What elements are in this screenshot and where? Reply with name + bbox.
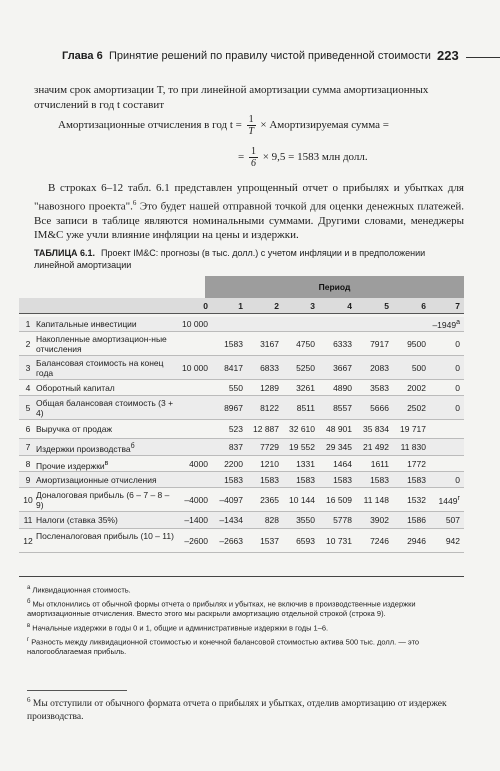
cell-value: 2502: [407, 403, 426, 413]
table-cell: [316, 339, 352, 349]
cell-value: 5778: [333, 515, 352, 525]
table-label: ТАБЛИЦА 6.1.: [34, 248, 96, 258]
cell-value: 3167: [260, 339, 279, 349]
table-note: [27, 584, 467, 595]
cell-value: 507: [445, 515, 460, 525]
table-cell: [172, 495, 208, 505]
cell-value: 19 717: [400, 424, 426, 434]
chapter-title: Принятие решений по правилу чистой приведенной стоимости: [109, 50, 431, 62]
table-cell: [390, 339, 426, 349]
row-number: 8: [25, 459, 31, 469]
year-header-cell: 5: [384, 301, 389, 311]
table-cell: [424, 319, 460, 330]
page-footnote: [27, 694, 467, 724]
cell-value: 6333: [333, 339, 352, 349]
cell-value: –1949: [432, 319, 457, 330]
row-number: 5: [25, 403, 31, 413]
table-note: [27, 598, 467, 619]
table-cell: [390, 383, 426, 393]
year-header-cell: 6: [421, 301, 426, 311]
table-cell: [316, 495, 352, 505]
table-cell: [207, 459, 243, 469]
table-cell: [279, 459, 315, 469]
row-number: 2: [25, 339, 31, 349]
cell-value: 11 830: [400, 442, 426, 452]
table-cell: [172, 363, 208, 373]
table-cell: [353, 424, 389, 434]
cell-value: 3902: [370, 515, 389, 525]
cell-value: 942: [445, 536, 460, 546]
paragraph-text-a: В строках 6–12 табл. 6.1 представлен упрощенный отчет о прибылях и убытках для "навозного проекта".: [34, 182, 464, 213]
table-cell: [353, 339, 389, 349]
table-cell: [390, 475, 426, 485]
header-rule: [466, 57, 500, 58]
cell-value: 1583: [224, 475, 243, 485]
period-header-label: Период: [318, 282, 351, 292]
row-number: 6: [25, 424, 31, 434]
cell-value: 2365: [260, 495, 279, 505]
cell-value: 7246: [370, 536, 389, 546]
cell-value: 1583: [260, 475, 279, 485]
cell-value: 1583: [296, 475, 315, 485]
footnote-rule: [27, 690, 127, 691]
table-cell: [243, 495, 279, 505]
table-cell: [353, 495, 389, 505]
row-label: [36, 334, 176, 354]
intro-line-2: отчислений в год t составит: [34, 98, 165, 111]
row-label: [36, 383, 176, 393]
table-cell: [172, 515, 208, 525]
chapter-label: Глава 6: [62, 50, 103, 62]
cell-value: 1532: [407, 495, 426, 505]
table-cell: [390, 424, 426, 434]
table-cell: [424, 515, 460, 525]
cell-value: 3583: [370, 383, 389, 393]
year-header-row: [19, 298, 464, 314]
row-label-text: Налоги (ставка 35%): [36, 515, 118, 525]
row-label-text: Накопленные амортизацион-ные отчисления: [36, 334, 167, 354]
cell-value: 1586: [407, 515, 426, 525]
row-label-text: Прочие издержки: [36, 460, 105, 471]
table-cell: [353, 403, 389, 413]
cell-value: 4000: [189, 459, 208, 469]
cell-value: 523: [228, 424, 243, 434]
year-header-cell: 4: [347, 301, 352, 311]
cell-value: 8122: [260, 403, 279, 413]
cell-value: 32 610: [289, 424, 315, 434]
year-header-cell: 0: [203, 301, 208, 311]
table-cell: [207, 495, 243, 505]
cell-value: 7917: [370, 339, 389, 349]
cell-value: 10 731: [326, 536, 352, 546]
period-header: [205, 276, 464, 298]
page-header: [62, 47, 500, 67]
cell-value: 10 000: [182, 363, 208, 373]
row-number: 1: [25, 319, 31, 329]
footnote-ref-6: 6: [132, 198, 137, 207]
table-cell: [390, 363, 426, 373]
cell-value: 6833: [260, 363, 279, 373]
table-cell: [243, 424, 279, 434]
table-cell: [424, 339, 460, 349]
table-row: [19, 456, 464, 472]
table-cell: [243, 442, 279, 452]
cell-value: 1583: [370, 475, 389, 485]
year-header-cell: 3: [310, 301, 315, 311]
cell-value: 8511: [296, 403, 315, 413]
cell-value: 1583: [333, 475, 352, 485]
cell-value: 2002: [407, 383, 426, 393]
table-cell: [243, 515, 279, 525]
cell-value: 10 144: [289, 495, 315, 505]
cell-value: 6593: [296, 536, 315, 546]
table-cell: [353, 515, 389, 525]
depreciation-formula-result: [238, 146, 368, 169]
cell-value: 8557: [333, 403, 352, 413]
cell-value: 7729: [260, 442, 279, 452]
cell-value: 1611: [370, 459, 389, 469]
cell-value: 0: [455, 339, 460, 349]
table-cell: [424, 536, 460, 546]
table-cell: [207, 383, 243, 393]
table-cell: [279, 515, 315, 525]
note-text: Разность между ликвидационной стоимостью и конечной балансовой стоимостью актива 500 тыс. долл. — это налогооблагаемая прибыль.: [27, 637, 420, 656]
table-cell: [279, 403, 315, 413]
table-cell: [424, 475, 460, 485]
table-cell: [243, 339, 279, 349]
fraction-1-numerator: 1: [248, 114, 254, 125]
note-text: Ликвидационная стоимость.: [30, 585, 131, 595]
cell-value: 2083: [370, 363, 389, 373]
cell-value: 8967: [224, 403, 243, 413]
table-cell: [279, 383, 315, 393]
table-row: [19, 356, 464, 380]
table-row: [19, 488, 464, 512]
year-header-cell: 2: [274, 301, 279, 311]
cell-value: 2200: [224, 459, 243, 469]
cell-value: 4750: [296, 339, 315, 349]
table-cell: [207, 475, 243, 485]
table-row: [19, 420, 464, 439]
table-cell: [390, 442, 426, 452]
cell-value: 11 148: [363, 495, 389, 505]
formula-eq: =: [238, 151, 245, 164]
paragraph-text-b: Это будет нашей отправной точкой для оценки денежных платежей. Все записи в таблице являются номинальными суммами. Другими словами, менеджеры IM&C уже учли влияние инфляции на цены и издержки.: [34, 200, 465, 242]
table-caption-text: Проект IM&C: прогнозы (в тыс. долл.) с учетом инфляции и в предположении линейной амортизации: [34, 248, 426, 270]
formula-lhs: Амортизационные отчисления в год t =: [58, 119, 242, 132]
table-cell: [243, 459, 279, 469]
table-cell: [424, 495, 460, 506]
row-label: [36, 398, 176, 418]
cell-value: 3667: [333, 363, 352, 373]
table-cell: [172, 536, 208, 546]
cell-value: –1434: [219, 515, 243, 525]
depreciation-formula: [58, 114, 389, 137]
table-caption: [34, 247, 464, 271]
row-label-note-mark: в: [104, 460, 109, 467]
table-note: [27, 636, 467, 657]
table-cell: [316, 403, 352, 413]
note-mark: б: [27, 599, 31, 605]
note-text: Начальные издержки в годы 0 и 1, общие и административные издержки в годы 1–6.: [30, 623, 329, 632]
row-label-text: Общая балансовая стоимость (3 + 4): [36, 398, 174, 418]
cell-note-mark: г: [457, 495, 460, 502]
footnote-text: Мы отступили от обычного формата отчета о прибылях и убытках, отделив амортизацию от издержек производства.: [27, 699, 447, 723]
row-number: 11: [23, 515, 33, 525]
table-cell: [243, 363, 279, 373]
intro-paragraph: [34, 83, 464, 112]
cell-value: 0: [455, 363, 460, 373]
cell-value: 1583: [224, 339, 243, 349]
row-label: [36, 424, 176, 434]
cell-value: 0: [455, 475, 460, 485]
table-cell: [279, 363, 315, 373]
table-cell: [279, 495, 315, 505]
table-cell: [316, 383, 352, 393]
cell-value: 1583: [407, 475, 426, 485]
table-cell: [279, 536, 315, 546]
table-row: [19, 439, 464, 456]
table-cell: [207, 442, 243, 452]
table-cell: [316, 363, 352, 373]
cell-value: 10 000: [182, 319, 208, 329]
table-cell: [279, 475, 315, 485]
cell-value: 1464: [333, 459, 352, 469]
cell-value: 3261: [296, 383, 315, 393]
cell-value: 1772: [407, 459, 426, 469]
fraction-1-denominator: T: [248, 126, 254, 137]
table-cell: [424, 363, 460, 373]
cell-value: 837: [228, 442, 243, 452]
cell-value: 1289: [260, 383, 279, 393]
table-row: [19, 512, 464, 529]
row-number: 4: [25, 383, 31, 393]
row-number: 10: [23, 495, 33, 505]
row-label: [36, 531, 176, 541]
cell-value: –2663: [219, 536, 243, 546]
cell-value: 0: [455, 383, 460, 393]
cell-value: 12 887: [253, 424, 279, 434]
table-cell: [207, 403, 243, 413]
cell-value: 29 345: [326, 442, 352, 452]
cell-value: 1210: [260, 459, 279, 469]
cell-value: 0: [455, 403, 460, 413]
cell-value: 1331: [296, 459, 315, 469]
cell-value: 3550: [296, 515, 315, 525]
table-bottom-rule: [19, 576, 464, 577]
row-label: [36, 358, 176, 378]
note-mark: г: [27, 636, 30, 643]
table-cell: [353, 536, 389, 546]
cell-value: 4890: [333, 383, 352, 393]
table-cell: [279, 442, 315, 452]
row-label: [36, 490, 176, 510]
row-label: [36, 475, 176, 485]
table-cell: [243, 536, 279, 546]
row-label: [36, 319, 176, 329]
row-label-text: Оборотный капитал: [36, 383, 115, 393]
table-cell: [353, 363, 389, 373]
cell-value: 500: [411, 363, 426, 373]
row-label-text: Посленалоговая прибыль (10 – 11): [36, 531, 174, 541]
formula-rhs: × 9,5 = 1583 млн долл.: [262, 151, 368, 164]
table-cell: [207, 363, 243, 373]
row-label-text: Издержки производства: [36, 443, 131, 454]
table-row: [19, 380, 464, 396]
intro-line-1: значим срок амортизации T, то при линейной амортизации сумма амортизационных: [34, 84, 429, 96]
row-number: 7: [25, 442, 31, 452]
table-cell: [316, 475, 352, 485]
cell-value: 9500: [407, 339, 426, 349]
row-label-note-mark: б: [130, 443, 135, 450]
cell-value: 35 834: [363, 424, 389, 434]
table-cell: [243, 383, 279, 393]
row-label-text: Амортизационные отчисления: [36, 475, 157, 485]
table-cell: [353, 442, 389, 452]
note-text: Мы отклонились от обычной формы отчета о прибылях и убытках, не включив в производственные издержки амортизационные отчисления. Вместо этого мы раскрыли амортизацию отдельной строкой (строка 9).: [27, 599, 416, 618]
cell-value: 1537: [260, 536, 279, 546]
table-row: [19, 396, 464, 420]
forecast-table: [19, 276, 464, 577]
cell-value: 828: [264, 515, 279, 525]
cell-value: –4097: [219, 495, 243, 505]
row-label-text: Балансовая стоимость на конец года: [36, 358, 164, 378]
table-cell: [390, 403, 426, 413]
row-label-text: Выручка от продаж: [36, 424, 113, 434]
fraction-2-numerator: 1: [250, 146, 256, 157]
table-cell: [424, 383, 460, 393]
table-cell: [207, 339, 243, 349]
table-cell: [279, 339, 315, 349]
row-number: 9: [25, 475, 31, 485]
note-mark: а: [27, 585, 31, 591]
table-cell: [243, 403, 279, 413]
year-header-cell: 1: [238, 301, 243, 311]
row-number: 12: [23, 536, 33, 546]
table-cell: [207, 515, 243, 525]
row-label: [36, 515, 176, 525]
table-cell: [390, 495, 426, 505]
table-cell: [390, 515, 426, 525]
formula-mid: × Амортизируемая сумма =: [260, 119, 389, 132]
table-cell: [243, 475, 279, 485]
cell-value: 2946: [407, 536, 426, 546]
row-label: [36, 459, 176, 471]
table-cell: [390, 536, 426, 546]
formula-fraction-1: [247, 114, 256, 137]
cell-value: 5250: [296, 363, 315, 373]
body-paragraph: [34, 181, 464, 243]
table-cell: [172, 319, 208, 329]
formula-fraction-2: [249, 146, 258, 169]
cell-value: 1449: [438, 495, 458, 506]
row-label: [36, 442, 176, 454]
cell-value: 8417: [224, 363, 243, 373]
row-label-text: Капитальные инвестиции: [36, 319, 137, 329]
cell-value: 550: [228, 383, 243, 393]
cell-value: 19 552: [289, 442, 315, 452]
table-cell: [316, 424, 352, 434]
cell-value: 5666: [370, 403, 389, 413]
cell-value: 16 509: [326, 495, 352, 505]
note-mark: в: [27, 622, 31, 629]
table-cell: [172, 459, 208, 469]
table-cell: [316, 515, 352, 525]
table-cell: [316, 442, 352, 452]
table-row: [19, 472, 464, 488]
cell-value: –2600: [184, 536, 208, 546]
row-label-text: Доналоговая прибыль (6 – 7 – 8 – 9): [36, 490, 170, 510]
table-note: [27, 622, 467, 633]
cell-value: 48 901: [326, 424, 352, 434]
table-row: [19, 317, 464, 332]
table-notes: [27, 584, 467, 659]
footnote-mark: 6: [27, 696, 31, 704]
cell-value: –4000: [184, 495, 208, 505]
cell-value: –1400: [184, 515, 208, 525]
table-cell: [353, 383, 389, 393]
table-row: [19, 332, 464, 356]
table-cell: [279, 424, 315, 434]
cell-value: 21 492: [363, 442, 389, 452]
table-cell: [207, 424, 243, 434]
table-cell: [353, 459, 389, 469]
table-cell: [207, 536, 243, 546]
table-cell: [390, 459, 426, 469]
table-row: [19, 529, 464, 553]
page-number: 223: [437, 48, 459, 63]
year-header-cell: 7: [455, 301, 460, 311]
row-number: 3: [25, 363, 31, 373]
table-cell: [316, 459, 352, 469]
table-cell: [316, 536, 352, 546]
table-cell: [353, 475, 389, 485]
table-cell: [424, 403, 460, 413]
cell-note-mark: a: [456, 319, 460, 326]
fraction-2-denominator: 6: [250, 158, 256, 169]
